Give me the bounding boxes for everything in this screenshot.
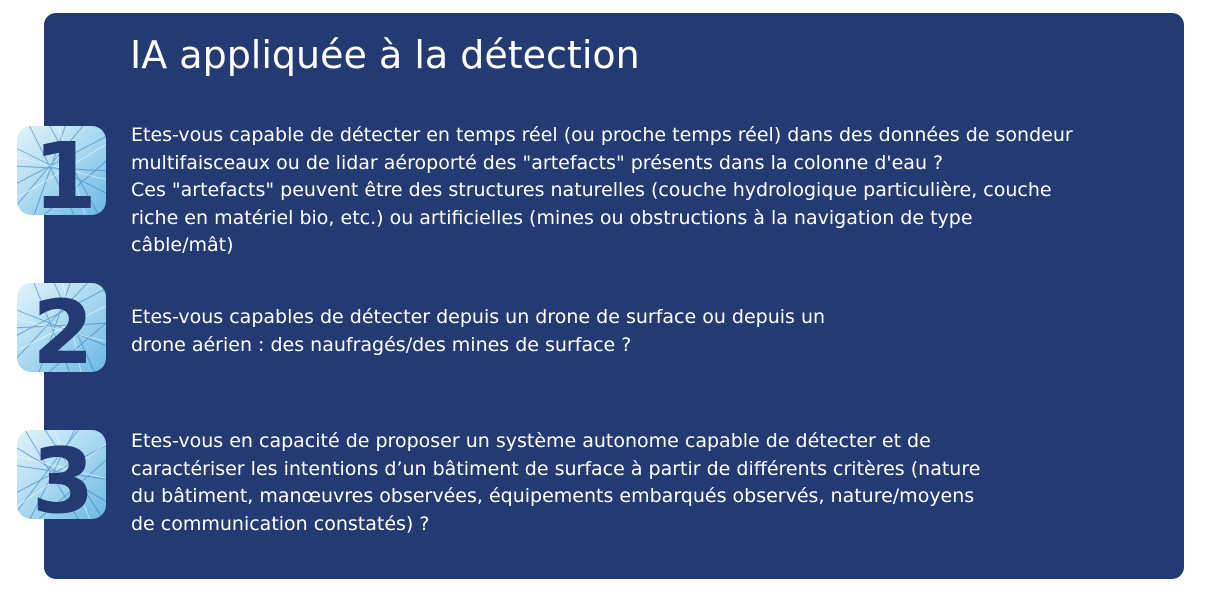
question-1-line-4: riche en matériel bio, etc.) ou artificielles (mines ou obstructions à la navigation de type (131, 206, 973, 229)
badge-2-graphic (17, 283, 106, 372)
question-1-line-1: Etes-vous capable de détecter en temps réel (ou proche temps réel) dans des données de sondeur (131, 124, 1073, 146)
badge-1-graphic (17, 126, 106, 215)
number-badge-3 (17, 430, 106, 519)
question-2-line-1: Etes-vous capables de détecter depuis un drone de surface ou depuis un (131, 306, 826, 328)
badge-3-graphic (17, 430, 106, 519)
question-1-line-2: multifaisceaux ou de lidar aéroporté des "artefacts" présents dans la colonne d'eau ? (131, 151, 944, 174)
slide-title: IA appliquée à la détection (130, 33, 640, 77)
question-1-line-5: câble/mât) (131, 234, 234, 256)
badge-2-number: 2 (32, 283, 94, 372)
question-2-line-2: drone aérien : des naufragés/des mines de surface ? (131, 333, 632, 356)
badge-3-number: 3 (31, 430, 95, 519)
question-1-line-3: Ces "artefacts" peuvent être des structures naturelles (couche hydrologique particulière, couche (131, 179, 1052, 201)
question-3-line-1: Etes-vous en capacité de proposer un système autonome capable de détecter et de (131, 430, 931, 452)
number-badge-1 (17, 126, 106, 215)
question-3-line-4: de communication constatés) ? (131, 512, 430, 535)
question-1-text (131, 122, 1171, 260)
question-2-text (131, 304, 1171, 359)
badge-1-number: 1 (32, 126, 98, 215)
question-3-line-3: du bâtiment, manœuvres observées, équipements embarqués observés, nature/moyens (131, 485, 975, 507)
question-3-text (131, 428, 1171, 538)
number-badge-2 (17, 283, 106, 372)
question-3-line-2: caractériser les intentions d’un bâtiment de surface à partir de différents critères (nature (131, 457, 981, 480)
